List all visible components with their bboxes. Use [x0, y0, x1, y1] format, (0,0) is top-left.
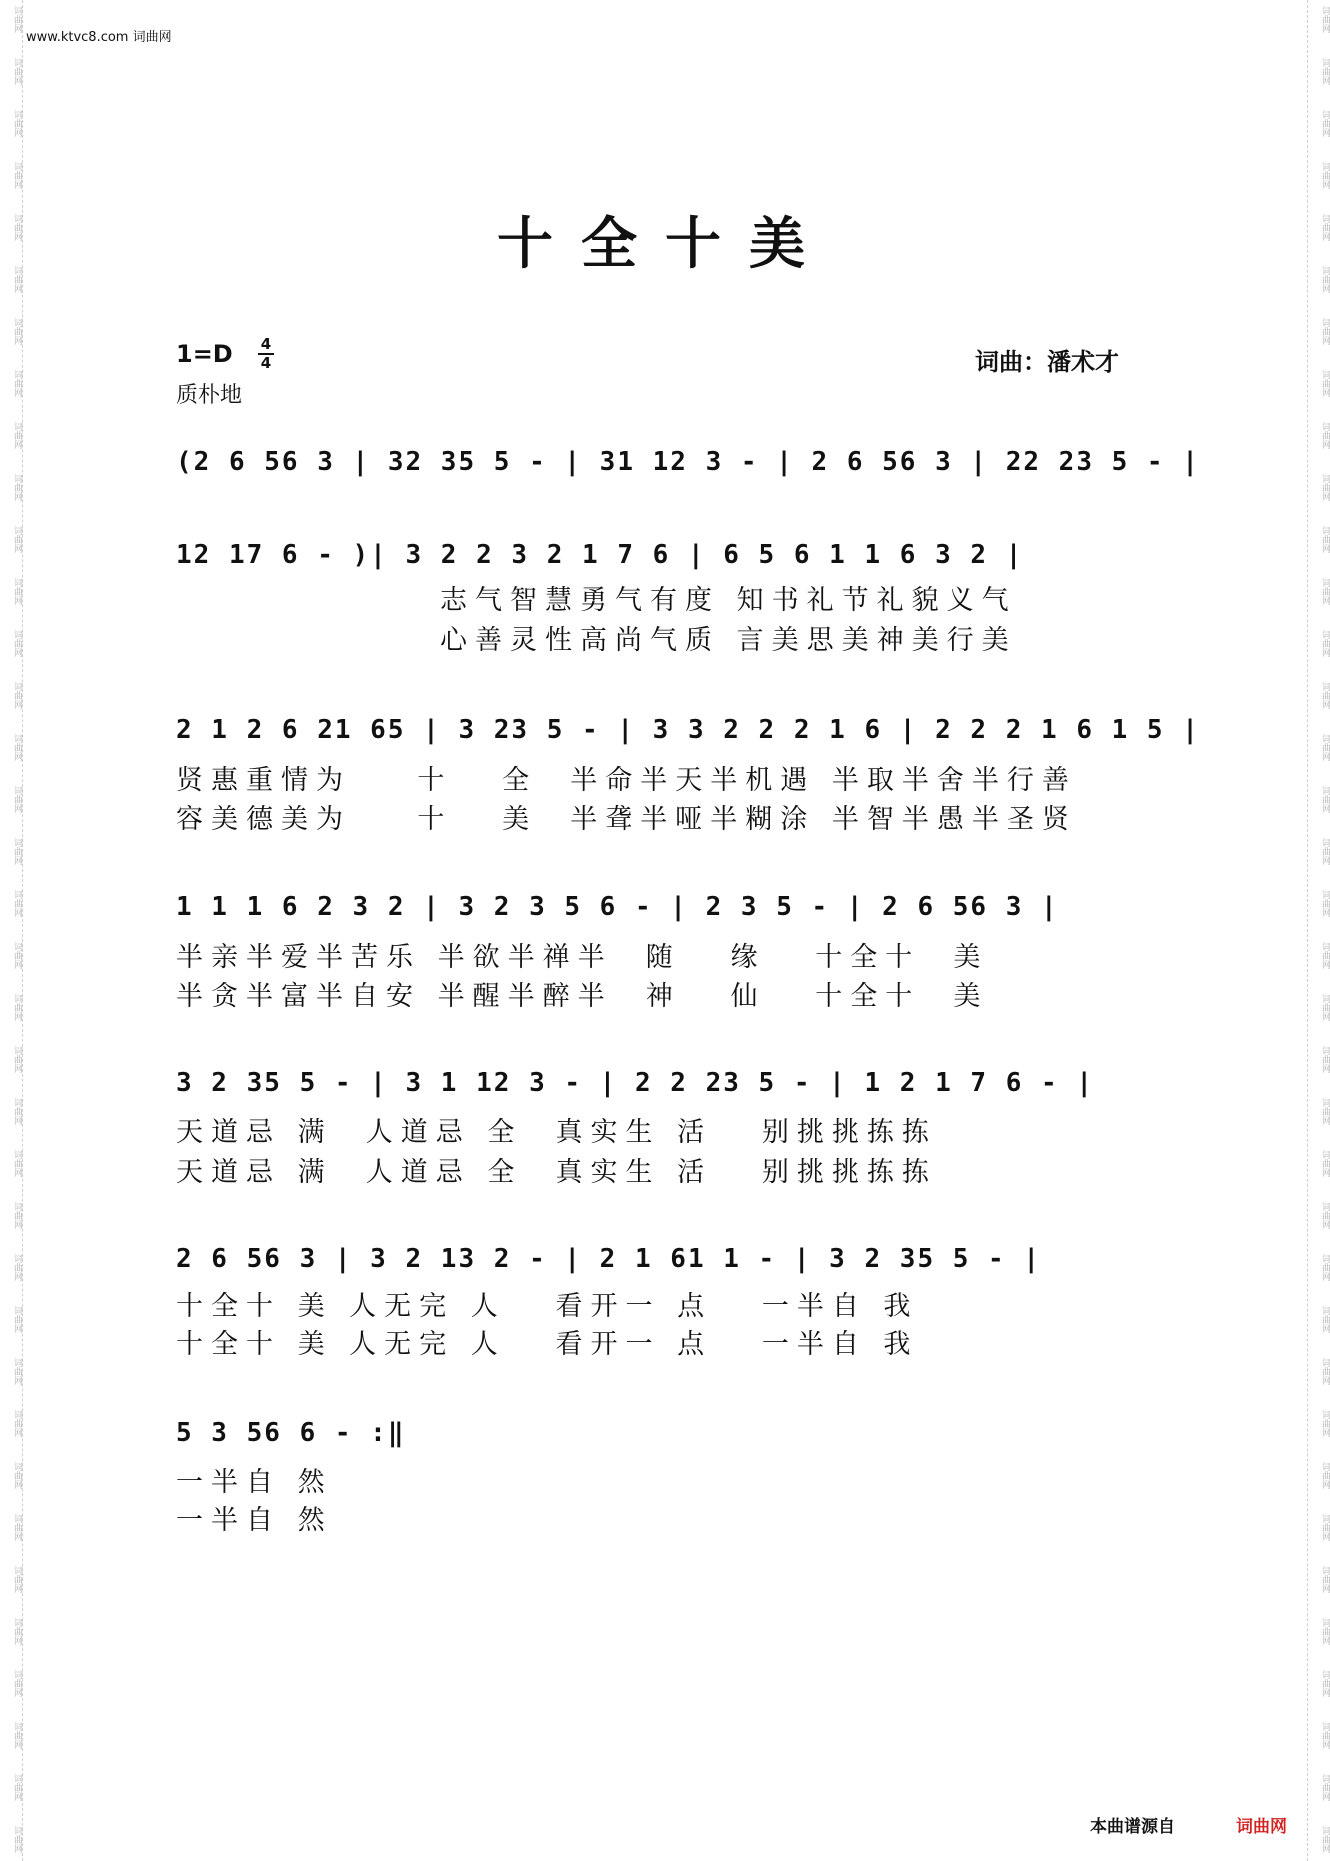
edge-watermark-text: 词曲网 — [1320, 578, 1330, 605]
edge-watermark-text: 词曲网 — [1320, 838, 1330, 865]
edge-watermark-text: 词曲网 — [1320, 1410, 1330, 1437]
edge-watermark-text: 词曲网 — [12, 682, 22, 709]
edge-watermark-text: 词曲网 — [1320, 474, 1330, 501]
edge-watermark-text: 词曲网 — [12, 1462, 22, 1489]
edge-watermark-text: 词曲网 — [1320, 58, 1330, 85]
edge-watermark-text: 词曲网 — [1320, 1826, 1330, 1853]
edge-watermark-text: 词曲网 — [12, 1722, 22, 1749]
edge-watermark-text: 词曲网 — [1320, 890, 1330, 917]
notation-line-5: 3 2 35 5 - | 3 1 12 3 - | 2 2 23 5 - | 1 2 1 7 6 - | — [176, 1068, 1094, 1098]
notation-line-4: 1 1 1 6 2 3 2 | 3 2 3 5 6 - | 2 3 5 - | 2 6 56 3 | — [176, 892, 1059, 922]
edge-watermark-text: 词曲网 — [12, 1410, 22, 1437]
edge-watermark-text: 词曲网 — [12, 1254, 22, 1281]
edge-watermark-text: 词曲网 — [12, 1514, 22, 1541]
edge-watermark-text: 词曲网 — [12, 6, 22, 33]
lyric-line-5-verse-2: 天道忌 满 人道忌 全 真实生 活 别挑挑拣拣 — [176, 1157, 937, 1188]
lyric-line-4-verse-1: 半亲半爱半苦乐 半欲半禅半 随 缘 十全十 美 — [176, 942, 989, 973]
key-signature: 1=D — [176, 340, 233, 368]
edge-watermark-text: 词曲网 — [12, 1306, 22, 1333]
edge-watermark-text: 词曲网 — [12, 110, 22, 137]
edge-watermark-text: 词曲网 — [1320, 318, 1330, 345]
edge-watermark-text: 词曲网 — [1320, 110, 1330, 137]
edge-watermark-text: 词曲网 — [1320, 1046, 1330, 1073]
edge-watermark-text: 词曲网 — [12, 266, 22, 293]
lyric-line-6-verse-2: 十全十 美 人无完 人 看开一 点 一半自 我 — [176, 1329, 919, 1360]
time-signature-top: 4 — [260, 335, 272, 353]
edge-watermark-text: 词曲网 — [12, 422, 22, 449]
edge-watermark-text: 词曲网 — [1320, 1202, 1330, 1229]
edge-watermark-text: 词曲网 — [1320, 6, 1330, 33]
edge-watermark-text: 词曲网 — [12, 318, 22, 345]
edge-watermark-text: 词曲网 — [12, 994, 22, 1021]
lyric-line-3-verse-2: 容美德美为 十 美 半聋半哑半糊涂 半智半愚半圣贤 — [176, 804, 1077, 835]
footer-source-link[interactable]: 词曲网 — [1236, 1817, 1287, 1837]
edge-watermark-text: 词曲网 — [12, 526, 22, 553]
edge-watermark-text: 词曲网 — [1320, 526, 1330, 553]
edge-watermark-text: 词曲网 — [1320, 682, 1330, 709]
edge-watermark-text: 词曲网 — [12, 214, 22, 241]
edge-watermark-text: 词曲网 — [1320, 994, 1330, 1021]
author-credit: 词曲：潘术才 — [975, 348, 1119, 376]
edge-watermark-text: 词曲网 — [1320, 162, 1330, 189]
edge-watermark-text: 词曲网 — [1320, 1306, 1330, 1333]
edge-watermark-text: 词曲网 — [1320, 1670, 1330, 1697]
edge-watermark-text: 词曲网 — [1320, 266, 1330, 293]
edge-watermark-text: 词曲网 — [12, 734, 22, 761]
edge-watermark-text: 词曲网 — [12, 578, 22, 605]
edge-watermark-text: 词曲网 — [12, 1826, 22, 1853]
edge-watermark-text: 词曲网 — [12, 474, 22, 501]
edge-watermark-text: 词曲网 — [12, 1150, 22, 1177]
lyric-line-4-verse-2: 半贪半富半自安 半醒半醉半 神 仙 十全十 美 — [176, 981, 989, 1012]
edge-watermark-text: 词曲网 — [1320, 1618, 1330, 1645]
lyric-line-7-verse-1: 一半自 然 — [176, 1467, 333, 1498]
edge-watermark-text: 词曲网 — [1320, 1254, 1330, 1281]
edge-watermark-text: 词曲网 — [1320, 1462, 1330, 1489]
edge-watermark-text: 词曲网 — [12, 58, 22, 85]
edge-watermark-text: 词曲网 — [1320, 1514, 1330, 1541]
edge-watermark-text: 词曲网 — [12, 1098, 22, 1125]
edge-watermark-text: 词曲网 — [1320, 1358, 1330, 1385]
notation-line-6: 2 6 56 3 | 3 2 13 2 - | 2 1 61 1 - | 3 2 35 5 - | — [176, 1244, 1042, 1274]
time-signature — [258, 336, 274, 372]
notation-line-1: (2 6 56 3 | 32 35 5 - | 31 12 3 - | 2 6 56 3 | 22 23 5 - | — [176, 447, 1200, 477]
edge-watermark-text: 词曲网 — [12, 942, 22, 969]
lyric-line-7-verse-2: 一半自 然 — [176, 1505, 333, 1536]
edge-watermark-text: 词曲网 — [12, 1566, 22, 1593]
edge-watermark-text: 词曲网 — [1320, 422, 1330, 449]
edge-watermark-text: 词曲网 — [1320, 214, 1330, 241]
edge-watermark-text: 词曲网 — [1320, 630, 1330, 657]
edge-watermark-text: 词曲网 — [12, 786, 22, 813]
edge-watermark-text: 词曲网 — [12, 1618, 22, 1645]
edge-watermark-text: 词曲网 — [1320, 734, 1330, 761]
edge-watermark-text: 词曲网 — [1320, 370, 1330, 397]
edge-watermark-text: 词曲网 — [1320, 1098, 1330, 1125]
edge-watermark-text: 词曲网 — [12, 838, 22, 865]
lyric-line-2-verse-2: 心善灵性高尚气质 言美思美神美行美 — [440, 625, 1017, 656]
notation-line-3: 2 1 2 6 21 65 | 3 23 5 - | 3 3 2 2 2 1 6 | 2 2 2 1 6 1 5 | — [176, 715, 1200, 745]
time-signature-bottom: 4 — [260, 354, 272, 372]
edge-watermark-text: 词曲网 — [1320, 942, 1330, 969]
edge-watermark-text: 词曲网 — [12, 630, 22, 657]
edge-watermark-text: 词曲网 — [1320, 1774, 1330, 1801]
edge-watermark-text: 词曲网 — [1320, 786, 1330, 813]
edge-watermark-text: 词曲网 — [12, 1774, 22, 1801]
lyric-line-6-verse-1: 十全十 美 人无完 人 看开一 点 一半自 我 — [176, 1291, 919, 1322]
edge-watermark-text: 词曲网 — [12, 1202, 22, 1229]
edge-watermark-text: 词曲网 — [12, 1046, 22, 1073]
footer-source-label: 本曲谱源自 — [1090, 1817, 1175, 1837]
edge-watermark-text: 词曲网 — [12, 1358, 22, 1385]
performance-style: 质朴地 — [176, 383, 243, 408]
edge-watermark-text: 词曲网 — [12, 890, 22, 917]
edge-watermark-text: 词曲网 — [1320, 1722, 1330, 1749]
edge-watermark-text: 词曲网 — [12, 370, 22, 397]
lyric-line-5-verse-1: 天道忌 满 人道忌 全 真实生 活 别挑挑拣拣 — [176, 1117, 937, 1148]
notation-line-7: 5 3 56 6 - :‖ — [176, 1418, 406, 1448]
site-watermark[interactable]: www.ktvc8.com 词曲网 — [26, 30, 172, 45]
edge-watermark-text: 词曲网 — [12, 1670, 22, 1697]
edge-watermark-text: 词曲网 — [1320, 1150, 1330, 1177]
lyric-line-3-verse-1: 贤惠重情为 十 全 半命半天半机遇 半取半舍半行善 — [176, 765, 1077, 796]
edge-watermark-text: 词曲网 — [1320, 1566, 1330, 1593]
song-title: 十全十美 — [497, 211, 833, 277]
lyric-line-2-verse-1: 志气智慧勇气有度 知书礼节礼貌义气 — [440, 585, 1017, 616]
notation-line-2: 12 17 6 - )| 3 2 2 3 2 1 7 6 | 6 5 6 1 1 6 3 2 | — [176, 540, 1024, 570]
edge-watermark-text: 词曲网 — [12, 162, 22, 189]
